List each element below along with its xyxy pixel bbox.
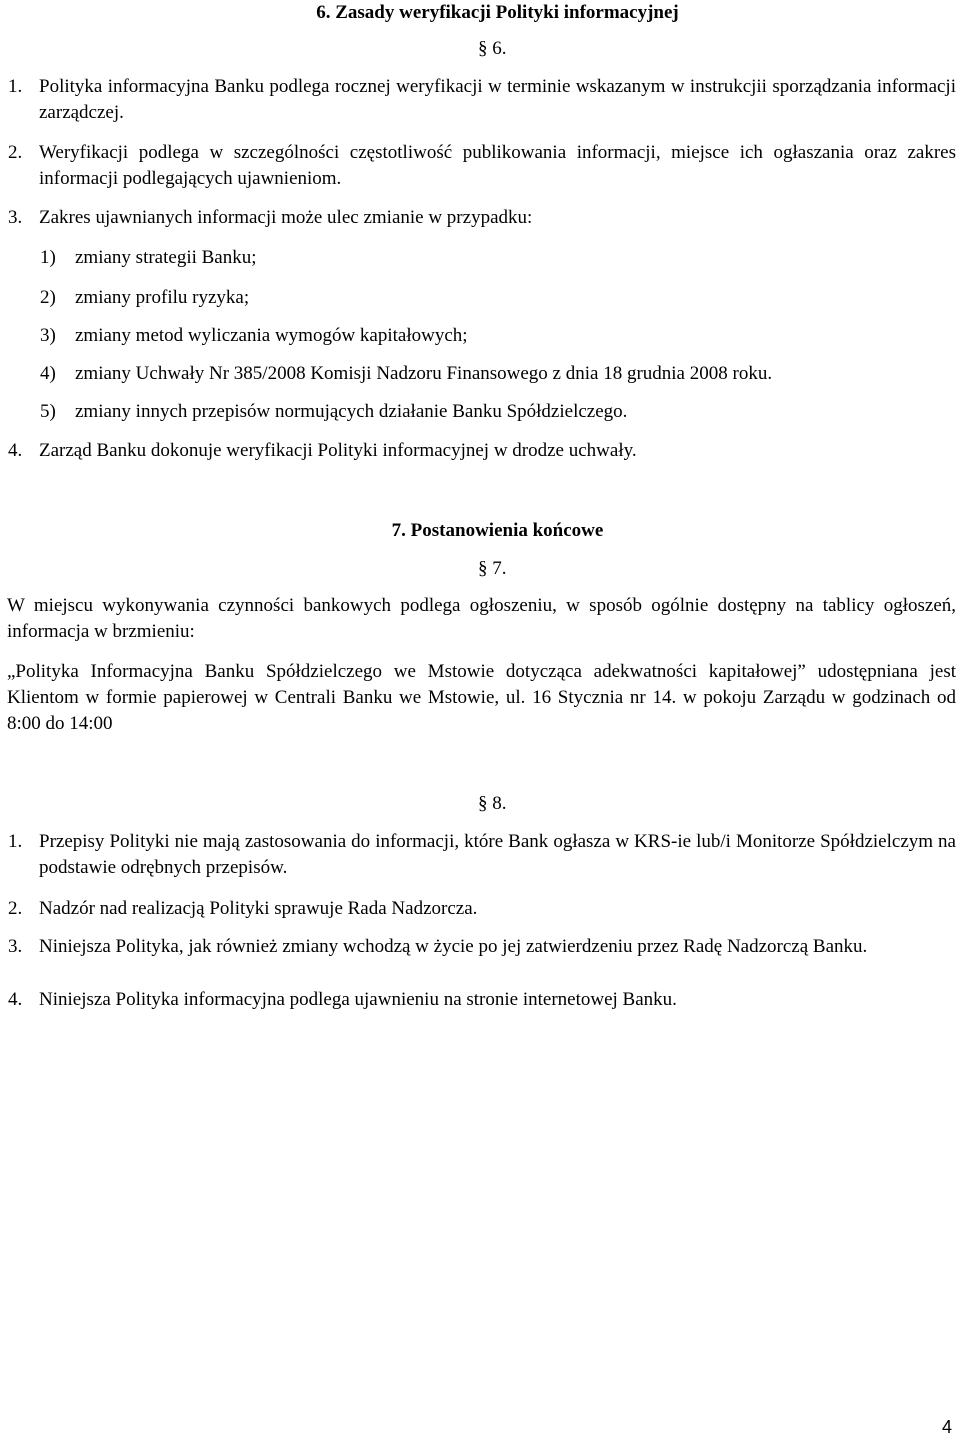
section-6-item-1 bbox=[8, 74, 956, 126]
sub-item-text: zmiany innych przepisów normujących działanie Banku Spółdzielczego. bbox=[75, 401, 628, 422]
section-6-item-2 bbox=[8, 140, 956, 192]
sub-item-1 bbox=[40, 245, 257, 271]
section-8-item-3 bbox=[8, 934, 956, 960]
section-8-item-4 bbox=[8, 987, 956, 1013]
sub-item-text: zmiany strategii Banku; bbox=[75, 247, 257, 268]
sub-item-number: 2) bbox=[40, 287, 56, 308]
item-text: Niniejsza Polityka informacyjna podlega ujawnieniu na stronie internetowej Banku. bbox=[39, 989, 677, 1010]
item-text: Zarząd Banku dokonuje weryfikacji Polityki informacyjnej w drodze uchwały. bbox=[39, 440, 637, 461]
section-7-quote: „Polityka Informacyjna Banku Spółdzielczego we Mstowie dotycząca adekwatności kapitałowej” udostępniana jest Klientom w formie papierowej w Centrali Banku we Mstowie, ul. 16 Stycznia nr 14. w pokoju Zarządu w godzinach od 8:00 do 14:00 bbox=[7, 661, 956, 734]
section-7-intro: W miejscu wykonywania czynności bankowych podlega ogłoszeniu, w sposób ogólnie dostępny na tablicy ogłoszeń, informacja w brzmieniu: bbox=[7, 595, 956, 642]
sub-item-3 bbox=[40, 323, 468, 349]
item-text: Niniejsza Polityka, jak również zmiany wchodzą w życie po jej zatwierdzeniu przez Radę Nadzorczą Banku. bbox=[39, 936, 868, 957]
section-8-item-2 bbox=[8, 896, 956, 922]
section-7-heading: 7. Postanowienia końcowe bbox=[391, 520, 604, 541]
sub-item-4 bbox=[40, 361, 772, 387]
sub-item-number: 5) bbox=[40, 401, 56, 422]
item-number: 4. bbox=[8, 440, 23, 461]
paragraph-mark-7: § 7. bbox=[478, 558, 507, 579]
item-number: 2. bbox=[8, 898, 23, 919]
sub-item-2 bbox=[40, 285, 249, 311]
sub-item-text: zmiany Uchwały Nr 385/2008 Komisji Nadzoru Finansowego z dnia 18 grudnia 2008 roku. bbox=[75, 363, 773, 384]
item-text: Polityka informacyjna Banku podlega rocznej weryfikacji w terminie wskazanym w instrukcjii sporządzania informacji zarządczej. bbox=[39, 76, 956, 123]
item-number: 1. bbox=[8, 831, 23, 852]
paragraph-mark-8: § 8. bbox=[478, 793, 507, 814]
item-number: 1. bbox=[8, 76, 23, 97]
section-8-item-1 bbox=[8, 829, 956, 881]
section-6-item-3 bbox=[8, 205, 956, 231]
item-text: Weryfikacji podlega w szczególności częstotliwość publikowania informacji, miejsce ich ogłaszania oraz zakres informacji podlegających ujawnieniom. bbox=[39, 142, 956, 189]
sub-item-number: 4) bbox=[40, 363, 56, 384]
section-6-item-4 bbox=[8, 438, 956, 464]
page-number: 4 bbox=[941, 1417, 952, 1437]
sub-item-text: zmiany profilu ryzyka; bbox=[75, 287, 250, 308]
item-number: 2. bbox=[8, 142, 23, 163]
item-number: 3. bbox=[8, 207, 23, 228]
item-text: Zakres ujawnianych informacji może ulec zmianie w przypadku: bbox=[39, 207, 533, 228]
sub-item-number: 3) bbox=[40, 325, 56, 346]
paragraph-mark-6: § 6. bbox=[478, 38, 507, 59]
item-number: 3. bbox=[8, 936, 23, 957]
sub-item-5 bbox=[40, 399, 627, 425]
item-text: Nadzór nad realizacją Polityki sprawuje Rada Nadzorcza. bbox=[39, 898, 478, 919]
item-number: 4. bbox=[8, 989, 23, 1010]
section-6-heading: 6. Zasady weryfikacji Polityki informacyjnej bbox=[316, 2, 679, 23]
sub-item-text: zmiany metod wyliczania wymogów kapitałowych; bbox=[75, 325, 468, 346]
item-text: Przepisy Polityki nie mają zastosowania do informacji, które Bank ogłasza w KRS-ie lub/i Monitorze Spółdzielczym na podstawie odrębnych przepisów. bbox=[39, 831, 956, 878]
sub-item-number: 1) bbox=[40, 247, 56, 268]
